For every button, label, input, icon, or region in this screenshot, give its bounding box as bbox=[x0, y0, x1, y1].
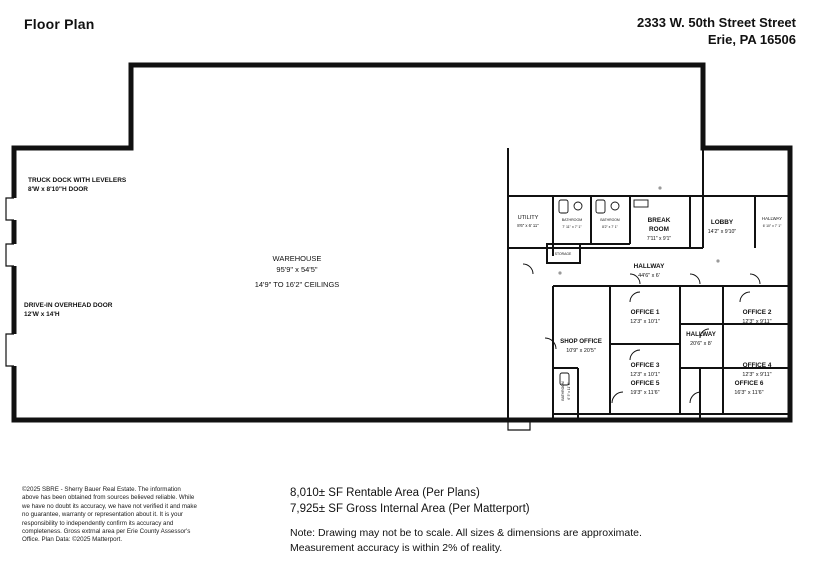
drive-in-line-2: 12'W x 14'H bbox=[24, 311, 60, 318]
room-name: UTILITY bbox=[517, 215, 539, 221]
area-summary bbox=[290, 485, 530, 517]
room-name-line-2: ROOM bbox=[649, 226, 669, 233]
room-name: STORAGE bbox=[554, 252, 572, 256]
room-name: OFFICE 5 bbox=[630, 380, 660, 387]
room-name: OFFICE 3 bbox=[630, 362, 660, 369]
room-dims: 10'9" x 20'5" bbox=[566, 348, 596, 354]
room-dims: 6' 10" x 7' 1" bbox=[762, 224, 782, 228]
gross-internal-area: 7,925± SF Gross Internal Area (Per Matterport) bbox=[290, 503, 530, 515]
room-dims: 12'3" x 10'1" bbox=[630, 372, 660, 378]
disclaimer-text: ©2025 SBRE - Sherry Bauer Real Estate. The information above has been obtained from sources believed reliable. While we have no doubt its accuracy, we have not verified it and make no guarantee, warranty or representation about it. It is your responsibility to independently confirm its accuracy and completeness. Gross extrnal area per Erie County Assessor's Office. Plan Data: ©2025 Matterport. bbox=[22, 486, 197, 544]
room-dims: 14'2" x 9'10" bbox=[707, 229, 737, 235]
room-name: SHOP OFFICE bbox=[560, 338, 602, 345]
accuracy-note bbox=[290, 526, 642, 556]
rentable-area: 8,010± SF Rentable Area (Per Plans) bbox=[290, 487, 480, 499]
floor-plan-diagram bbox=[0, 48, 820, 458]
truck-dock-line-1: TRUCK DOCK WITH LEVELERS bbox=[28, 177, 127, 184]
room-label-break-room bbox=[647, 217, 671, 242]
room-dims: 7'11" x 9'1" bbox=[646, 236, 672, 242]
room-dims: 7' 11" x 7' 1" bbox=[562, 225, 582, 229]
room-dims: 8'6" x 6' 11" bbox=[517, 223, 539, 228]
room-name: LOBBY bbox=[710, 219, 734, 226]
note-line-1: Note: Drawing may not be to scale. All sizes & dimensions are approximate. bbox=[290, 527, 642, 539]
room-name-line-1: BREAK bbox=[647, 217, 671, 224]
room-name: OFFICE 6 bbox=[734, 380, 764, 387]
truck-dock-line-2: 8'W x 8'10"H DOOR bbox=[28, 186, 88, 193]
room-name: HALLWAY bbox=[686, 331, 716, 338]
room-dims: 20'6" x 8' bbox=[690, 341, 712, 347]
room-dims: 12'3" x 10'1" bbox=[630, 319, 660, 325]
room-label-storage bbox=[555, 252, 572, 256]
warehouse-dims: 95'9" x 54'5" bbox=[276, 265, 318, 274]
warehouse-name: WAREHOUSE bbox=[272, 254, 322, 263]
room-name: OFFICE 4 bbox=[742, 362, 772, 369]
room-name: OFFICE 1 bbox=[630, 309, 660, 316]
room-dims: 12'3" x 9'11" bbox=[742, 372, 772, 378]
room-name: BATHROOM bbox=[561, 381, 565, 401]
room-dims: 12'3" x 9'11" bbox=[742, 319, 772, 325]
room-dims: 19'3" x 11'6" bbox=[630, 390, 660, 396]
page-header bbox=[0, 10, 820, 50]
room-dims: 8'2" x 7' 1" bbox=[602, 225, 618, 229]
warehouse-ceilings: 14'9" TO 16'2" CEILINGS bbox=[254, 280, 340, 289]
note-line-2: Measurement accuracy is within 2% of reality. bbox=[290, 542, 503, 554]
property-address bbox=[637, 14, 796, 48]
room-name: BATHROOM bbox=[600, 218, 620, 222]
address-line-2: Erie, PA 16506 bbox=[707, 32, 796, 47]
room-name: HALLWAY bbox=[633, 263, 665, 270]
page-title: Floor Plan bbox=[24, 16, 95, 32]
room-name: BATHROOM bbox=[561, 218, 583, 222]
drive-in-line-1: DRIVE-IN OVERHEAD DOOR bbox=[24, 302, 113, 309]
room-dims: 6' 5" x 11' 6" bbox=[567, 382, 571, 400]
address-line-1: 2333 W. 50th Street Street bbox=[637, 15, 796, 30]
room-name: OFFICE 2 bbox=[742, 309, 772, 316]
room-dims: 44'6" x 6' bbox=[638, 273, 660, 279]
room-dims: 16'3" x 11'6" bbox=[734, 390, 764, 396]
room-name: HALLWAY bbox=[761, 216, 783, 221]
